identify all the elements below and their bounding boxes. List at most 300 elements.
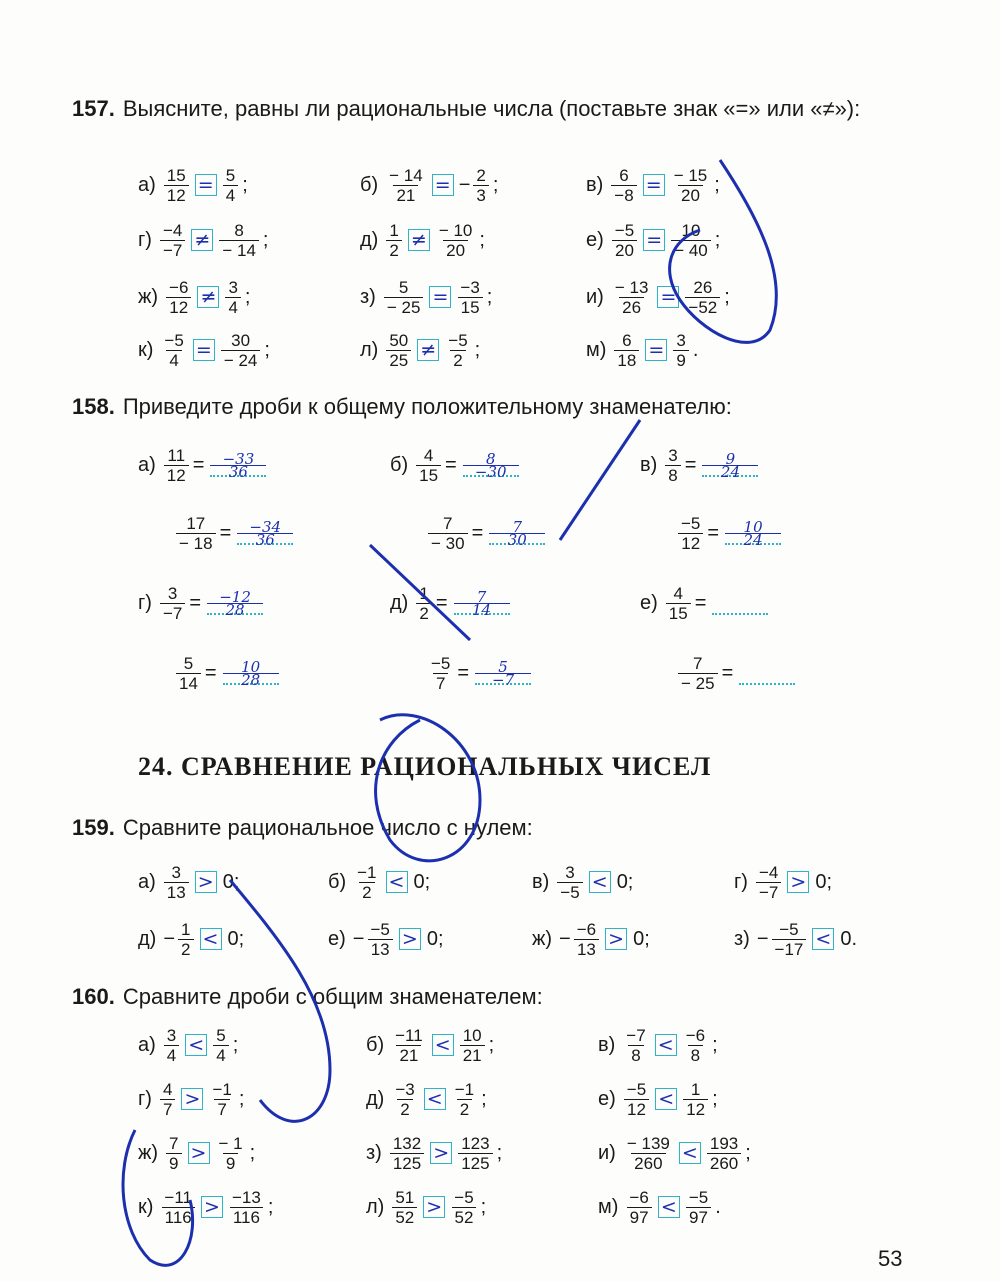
denominator: 9 [673, 350, 688, 370]
answer-box[interactable]: < [812, 928, 834, 950]
fraction [160, 584, 185, 623]
fraction [685, 278, 720, 317]
item-label: е) [640, 591, 658, 614]
denominator: 12 [678, 533, 703, 553]
answer-box[interactable]: ≠ [197, 286, 219, 308]
numerator: 1 [181, 919, 191, 939]
denominator: 4 [223, 185, 238, 205]
answer-box[interactable]: = [195, 174, 217, 196]
exercise-item [586, 160, 722, 210]
answer-box[interactable]: > [195, 871, 217, 893]
item-label: е) [598, 1087, 616, 1110]
numerator: 6 [622, 330, 632, 350]
denominator: −8 [611, 185, 636, 205]
item-label: д) [138, 927, 157, 950]
fraction [683, 1080, 708, 1119]
numerator: 8 [234, 220, 244, 240]
item-label: б) [390, 453, 409, 476]
numerator: − 139 [626, 1133, 670, 1153]
exercise-item [174, 648, 279, 698]
exercise-item [366, 1020, 496, 1070]
numerator: 3 [166, 1025, 177, 1045]
item-label: в) [532, 870, 550, 893]
answer-box[interactable]: < [200, 928, 222, 950]
numerator: −5 [681, 513, 701, 533]
punctuation: ; [492, 173, 499, 196]
numerator: 1 [389, 220, 399, 240]
numerator: − 13 [614, 277, 649, 297]
answer-denominator: 24 [725, 533, 781, 546]
answer-numerator: −34 [249, 518, 282, 536]
answer-field[interactable] [712, 591, 768, 615]
exercise-item [138, 1074, 246, 1124]
numerator: 4 [423, 445, 434, 465]
fraction [223, 166, 238, 205]
numerator: 5 [216, 1025, 226, 1045]
fraction [416, 584, 431, 623]
equals-sign: = [204, 661, 217, 684]
exercise-text: Сравните дроби с общим знаменателем: [122, 984, 543, 1009]
answer-box[interactable]: ≠ [191, 229, 213, 251]
numerator: 7 [443, 513, 453, 533]
equals-sign: = [684, 453, 697, 476]
fraction [160, 221, 185, 260]
item-label: ж) [138, 1141, 159, 1164]
exercise-item [360, 160, 500, 210]
denominator: 3 [473, 185, 488, 205]
item-label: г) [138, 228, 152, 251]
answer-box[interactable]: < [658, 1196, 680, 1218]
punctuation: ; [474, 338, 481, 361]
numerator: −5 [779, 919, 799, 939]
item-label: б) [360, 173, 379, 196]
item-label: в) [586, 173, 604, 196]
fraction [164, 1026, 179, 1065]
punctuation: ; [714, 228, 721, 251]
answer-box[interactable]: > [605, 928, 627, 950]
numerator: −4 [758, 862, 779, 882]
fraction [176, 654, 201, 693]
punctuation: ; [480, 1195, 487, 1218]
fraction [166, 278, 191, 317]
numerator: −11 [164, 1187, 192, 1207]
numerator: 3 [565, 862, 575, 882]
punctuation: ; [712, 1087, 718, 1110]
fraction [626, 1188, 651, 1227]
exercise-item [366, 1182, 488, 1232]
zero: 0; [616, 870, 634, 893]
equals-sign: = [192, 453, 205, 476]
answer-field[interactable] [739, 661, 795, 685]
fraction [460, 1026, 485, 1065]
fraction [452, 1080, 477, 1119]
denominator: 12 [164, 465, 189, 485]
denominator: − 24 [221, 350, 261, 370]
item-label: з) [360, 285, 376, 308]
numerator: −5 [454, 1187, 474, 1207]
exercise-item [138, 1128, 257, 1178]
fraction [458, 1134, 492, 1173]
equals-sign: = [721, 661, 734, 684]
denominator: 15 [666, 603, 691, 623]
item-label: м) [598, 1195, 619, 1218]
exercise-text: Выясните, равны ли рациональные числа (поставьте знак «=» или «≠»): [122, 96, 861, 121]
fraction [624, 1134, 673, 1173]
answer-box[interactable]: < [424, 1088, 446, 1110]
fraction [611, 166, 636, 205]
fraction [164, 863, 189, 902]
denominator: 2 [359, 882, 374, 902]
fraction [428, 514, 468, 553]
answer-numerator: 5 [498, 658, 508, 676]
zero: 0; [227, 927, 245, 950]
answer-box[interactable]: = [193, 339, 215, 361]
answer-numerator: 9 [725, 450, 736, 468]
exercise-item [138, 160, 250, 210]
numerator: 3 [171, 862, 181, 882]
denominator: 52 [392, 1207, 417, 1227]
exercise-item [360, 215, 487, 265]
denominator: 260 [631, 1153, 665, 1173]
answer-field[interactable] [725, 518, 781, 549]
fraction [671, 221, 711, 260]
numerator: −1 [357, 862, 377, 882]
answer-box[interactable]: > [181, 1088, 203, 1110]
numerator: − 15 [673, 165, 708, 185]
fraction [436, 221, 476, 260]
exercise-item [586, 215, 722, 265]
answer-box[interactable]: > [188, 1142, 210, 1164]
punctuation: ; [232, 1033, 239, 1056]
fraction [624, 1080, 649, 1119]
numerator: 51 [395, 1187, 415, 1207]
denominator: 7 [433, 673, 448, 693]
denominator: 26 [619, 297, 644, 317]
denominator: 4 [213, 1045, 228, 1065]
denominator: − 14 [219, 240, 259, 260]
fraction [213, 1026, 228, 1065]
denominator: 21 [393, 185, 418, 205]
exercise-text: Сравните рациональное число с нулем: [122, 815, 533, 840]
denominator: 2 [457, 1099, 472, 1119]
exercise-item [366, 1074, 489, 1124]
answer-box[interactable]: ≠ [408, 229, 430, 251]
numerator: −5 [164, 330, 184, 350]
fraction [209, 1080, 234, 1119]
answer-numerator: 10 [743, 518, 763, 536]
numerator: −6 [576, 919, 597, 939]
item-label: л) [360, 338, 379, 361]
fraction [164, 446, 189, 485]
punctuation: ; [724, 285, 730, 308]
answer-box[interactable]: = [645, 339, 667, 361]
numerator: 5 [225, 165, 236, 185]
fraction [671, 166, 711, 205]
numerator: −5 [688, 1187, 709, 1207]
punctuation: ; [745, 1141, 751, 1164]
equals-sign: = [189, 591, 202, 614]
exercise-item [586, 272, 732, 322]
punctuation: ; [479, 228, 485, 251]
item-label: б) [366, 1033, 385, 1056]
answer-denominator: 28 [223, 673, 279, 686]
item-label: м) [586, 338, 607, 361]
fraction [386, 166, 426, 205]
answer-box[interactable]: < [589, 871, 611, 893]
numerator: 10 [462, 1025, 482, 1045]
answer-numerator: −12 [219, 588, 251, 606]
answer-numerator: 7 [512, 518, 523, 536]
answer-box[interactable]: > [787, 871, 809, 893]
answer-denominator: 36 [237, 533, 293, 546]
punctuation: ; [238, 1087, 245, 1110]
equals-sign: = [445, 453, 457, 476]
numerator: −3 [460, 277, 480, 297]
numerator: 50 [389, 330, 409, 350]
punctuation: ; [712, 1033, 718, 1056]
answer-box[interactable]: = [429, 286, 451, 308]
exercise-item [138, 578, 263, 628]
exercise-item [640, 440, 758, 490]
answer-box[interactable]: > [423, 1196, 445, 1218]
numerator: 4 [673, 583, 683, 603]
exercise-item [360, 325, 482, 375]
item-label: б) [328, 870, 347, 893]
exercise-item [360, 272, 494, 322]
exercise-item [598, 1182, 723, 1232]
fraction [772, 920, 807, 959]
exercise-item [366, 1128, 504, 1178]
answer-denominator: 14 [454, 603, 510, 616]
exercise-number: 157. [72, 96, 115, 121]
zero: 0; [426, 927, 444, 950]
denominator: 20 [612, 240, 637, 260]
punctuation: ; [244, 285, 251, 308]
punctuation: ; [267, 1195, 274, 1218]
denominator: 18 [614, 350, 639, 370]
fraction [178, 920, 193, 959]
denominator: 2 [397, 1099, 412, 1119]
item-label: и) [598, 1141, 616, 1164]
denominator: −7 [160, 603, 185, 623]
item-label: а) [138, 173, 156, 196]
exercise-item [598, 1020, 720, 1070]
exercise-159-heading [72, 814, 932, 842]
denominator: 260 [707, 1153, 741, 1173]
numerator: −5 [370, 919, 390, 939]
denominator: 14 [176, 673, 201, 693]
fraction [428, 654, 453, 693]
fraction [612, 221, 637, 260]
denominator: 2 [416, 603, 431, 623]
equals-sign: = [435, 591, 448, 614]
fraction [164, 166, 189, 205]
answer-field[interactable] [223, 658, 279, 689]
fraction [225, 278, 240, 317]
answer-box[interactable]: < [655, 1034, 677, 1056]
fraction [166, 1134, 181, 1173]
numerator: 3 [167, 583, 178, 603]
denominator: 97 [627, 1207, 652, 1227]
denominator: 116 [162, 1207, 195, 1227]
fraction [392, 1026, 426, 1065]
denominator: 52 [452, 1207, 477, 1227]
denominator: 9 [166, 1153, 181, 1173]
answer-box[interactable]: = [657, 286, 679, 308]
answer-denominator: 30 [489, 533, 545, 546]
answer-box[interactable]: > [201, 1196, 223, 1218]
answer-box[interactable]: = [643, 229, 665, 251]
fraction [216, 1134, 246, 1173]
zero: 0; [633, 927, 650, 950]
exercise-item [532, 914, 652, 964]
item-label: г) [138, 1087, 152, 1110]
zero: 0; [815, 870, 833, 893]
fraction [574, 920, 599, 959]
answer-field[interactable] [489, 518, 545, 549]
minus-sign: − [352, 927, 365, 950]
item-label: ж) [532, 927, 553, 950]
answer-box[interactable]: < [655, 1088, 677, 1110]
exercise-item [138, 914, 246, 964]
answer-field[interactable] [237, 518, 293, 549]
numerator: 6 [619, 165, 629, 185]
answer-denominator: 24 [702, 465, 758, 478]
exercise-item [734, 857, 834, 907]
denominator: −5 [557, 882, 582, 902]
answer-box[interactable]: < [386, 871, 408, 893]
answer-field[interactable] [475, 658, 531, 689]
denominator: 9 [223, 1153, 238, 1173]
punctuation: ; [264, 338, 270, 361]
numerator: −5 [448, 330, 468, 350]
fraction [445, 331, 470, 370]
answer-field[interactable] [702, 450, 758, 481]
answer-numerator: 10 [241, 658, 261, 676]
denominator: 125 [458, 1153, 492, 1173]
answer-field[interactable] [210, 450, 266, 481]
item-label: к) [138, 338, 154, 361]
answer-denominator: −7 [475, 673, 531, 686]
equals-sign: = [471, 521, 484, 544]
fraction [557, 863, 582, 902]
item-label: а) [138, 870, 156, 893]
punctuation: . [715, 1195, 721, 1218]
punctuation: ; [481, 1087, 487, 1110]
zero: 0; [222, 870, 240, 893]
item-label: в) [640, 453, 658, 476]
answer-field[interactable] [207, 588, 263, 619]
punctuation: ; [714, 173, 720, 196]
numerator: −11 [395, 1025, 423, 1045]
answer-box[interactable]: < [679, 1142, 701, 1164]
numerator: 132 [392, 1133, 422, 1153]
fraction [176, 514, 216, 553]
denominator: 12 [166, 297, 191, 317]
punctuation: ; [262, 228, 269, 251]
denominator: 20 [678, 185, 703, 205]
item-label: з) [734, 927, 750, 950]
item-label: а) [138, 453, 156, 476]
answer-box[interactable]: < [432, 1034, 454, 1056]
fraction [756, 863, 781, 902]
item-label: з) [366, 1141, 382, 1164]
item-label: ж) [138, 285, 159, 308]
fraction [392, 1188, 417, 1227]
denominator: 7 [160, 1099, 175, 1119]
denominator: − 25 [384, 297, 424, 317]
exercise-number: 160. [72, 984, 115, 1009]
numerator: 193 [709, 1133, 739, 1153]
exercise-item [328, 914, 446, 964]
punctuation: ; [242, 173, 248, 196]
minus-sign: − [163, 927, 176, 950]
equals-sign: = [707, 521, 720, 544]
denominator: 2 [178, 939, 193, 959]
fraction [160, 1080, 175, 1119]
exercise-157-heading [72, 95, 932, 123]
numerator: −3 [395, 1079, 415, 1099]
minus-sign: − [458, 173, 471, 196]
equals-sign: = [694, 591, 707, 614]
numerator: 11 [167, 445, 186, 465]
answer-box[interactable]: = [643, 174, 665, 196]
item-label: е) [328, 927, 346, 950]
exercise-item [138, 325, 272, 375]
numerator: −6 [169, 277, 189, 297]
fraction [161, 331, 186, 370]
section-title: 24. СРАВНЕНИЕ РАЦИОНАЛЬНЫХ ЧИСЕЛ [138, 752, 712, 781]
item-label: а) [138, 1033, 156, 1056]
denominator: 13 [164, 882, 189, 902]
denominator: 7 [214, 1099, 229, 1119]
item-label: е) [586, 228, 604, 251]
numerator: −4 [162, 220, 183, 240]
denominator: − 40 [671, 240, 711, 260]
answer-field[interactable] [454, 588, 510, 619]
numerator: 5 [398, 277, 409, 297]
exercise-item [390, 440, 519, 490]
answer-box[interactable]: < [185, 1034, 207, 1056]
numerator: − 14 [389, 165, 423, 185]
answer-box[interactable]: ≠ [417, 339, 439, 361]
exercise-number: 158. [72, 394, 115, 419]
answer-denominator: 36 [210, 465, 266, 478]
fraction [161, 1188, 195, 1227]
item-label: д) [366, 1087, 385, 1110]
numerator: 1 [690, 1079, 701, 1099]
denominator: 8 [688, 1045, 703, 1065]
answer-box[interactable]: > [399, 928, 421, 950]
fraction [666, 584, 691, 623]
item-label: л) [366, 1195, 385, 1218]
denominator: 13 [368, 939, 393, 959]
answer-box[interactable]: = [432, 174, 454, 196]
exercise-item [138, 1182, 275, 1232]
answer-box[interactable]: > [430, 1142, 452, 1164]
denominator: 21 [460, 1045, 485, 1065]
denominator: −7 [160, 240, 185, 260]
denominator: 97 [686, 1207, 711, 1227]
fraction [457, 278, 482, 317]
answer-field[interactable] [463, 450, 519, 481]
numerator: −6 [685, 1025, 706, 1045]
denominator: −52 [685, 297, 720, 317]
exercise-item [598, 1074, 720, 1124]
equals-sign: = [457, 661, 470, 684]
denominator: 15 [416, 465, 441, 485]
item-label: и) [586, 285, 604, 308]
